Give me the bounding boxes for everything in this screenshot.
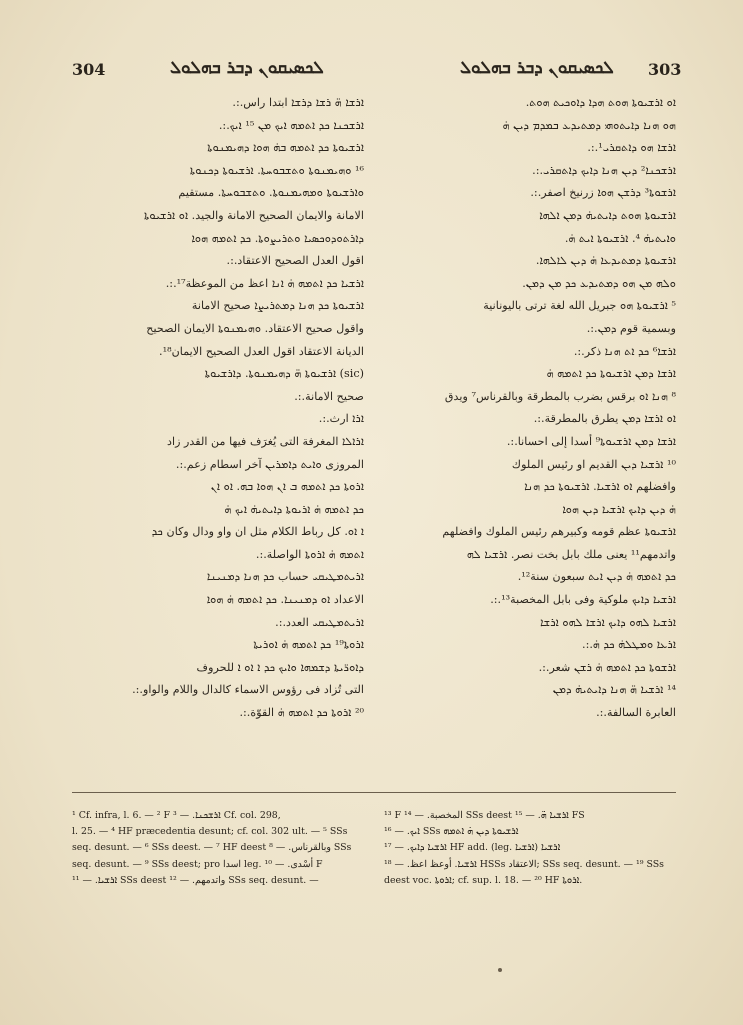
text-line: صحيح الامانة.:. [294,389,364,403]
left-footnotes [72,808,364,889]
text-line: ܘܐܝܬܝܗ̇ ⁴. ܐܪܫܝܘܬܐ ܐܝܬ ܗ̇. [564,231,676,245]
footnote-line: ¹³ F المخصبة. — ¹⁴ SSs deest ܐܪܫܝܐ ܗ̈. — ¹⁵ FS [384,810,585,821]
text-line: ⁵ ܐܪܫܝܘܬܐ ܗܘ جبريل الله لغة ترتى باليونانية [483,299,676,313]
footnote-line: l. 25. — ⁴ HF præcedentia desunt; cf. col. 302 ult. — ⁵ SSs [72,826,348,838]
text-line: ܘܐܪܫܝܘܬܐ ܘܡܗܝܡܢܘܬܐ. ܘܬܫܒܘܚܬܐ. مستقيم [178,186,364,200]
text-line: ܐܪܫܐ⁶ ܟܕ ܐܬ ܗܢܐ ذكر.:. [573,344,676,358]
text-line: التى تُزاد فى رؤوس الاسماء كالدال واللام والواو.:. [132,683,364,697]
text-line: العابرة السالفة.:. [596,706,676,720]
text-line: ¹⁶ ܘܗܝܡܢܘܬܐ ܘܬܫܒܘܚܬܐ. ܐܪܫܝܘܬܐ ܕܟܢܘܬܐ [189,163,364,177]
text-line: ²⁰ ܐܪܘܬܐ ܟܕ ܐܬܡܗ ܗ̇ القوّة.:. [239,706,364,720]
left-running-title: ܠܟܣܝܩܘܢ ܕܒܪ ܒܗܠܘܠ [170,58,324,78]
text-line: ⁸ ܗܢܐ ܐܘ برقس بضرب بالمطرقة وبالقرناس⁷ ويدق [444,389,676,403]
text-line: ܐܪܫܝܘܬܐ ܗܘܬ ܕܐܝܬܝܗ̇ ܕܡܢ ܐܠܗܐ [539,208,676,222]
text-line: الديانة الاعتقاد اقول العدل الصحيح الايمان¹⁸. [159,344,364,358]
footnote-line: seq. desunt. — ⁶ SSs deest. — ⁷ HF deest وبالقرناس. — ⁸ SSs [72,842,352,854]
text-line: ܗܘ ܗܢܐ ܕܐܝܬܘܗܝ ܕܡܬܝܕܥ ܒܡܕܡ ܕܝܢ ܗ̇ [502,118,676,132]
text-line: (sic) ܐܪܫܝܘܬܐ ܗ̈ ܕܗܝܡܢܘܬܐ. ܕܐܪܫܝܘܬܐ [204,367,364,381]
right-running-title: ܠܟܣܝܩܘܢ ܕܒܪ ܒܗܠܘܠ [460,58,614,78]
text-line: ܕܐܘܪ̈ܝܬܐ ܕܫܡܗܐ ܘܐܝܟ ܟܕ ܐ ܐܘ ܐ للحروف [196,660,364,674]
text-line: وافضلهم ܐܘ ܐܪܫܝܐ. ܐܪܫܝܘܬܐ ܟܕ ܗܢܐ [524,480,676,494]
right-page-number: 303 [648,60,682,79]
right-footnotes [384,808,676,889]
text-line: ܘܠܗ ܡܢ ܗܘ ܕܡܬܝܕܥ ܟܕ ܡܢ ܕܡܢ. [522,276,676,290]
footnote-rule [72,792,676,793]
text-line: ܐܪܫܝܘܬܐ ܕܡܬܝܕܥܐ ܗ̇ ܕܝܢ ܠܐܠܗܐ. [535,254,676,268]
paper-speck [498,968,502,972]
text-line: ܐܪܫܐ ܗܘ ܕܐܬܩܪܝ¹.:. [587,141,676,155]
text-line: ܐܪܫܝܐ ܠܗܘ ܕܐܝܟ ܐܪܫܐ ܠܗܘ ܐܪܫܐ [540,615,676,629]
text-line: ܟܕ ܐܬܡܗ ܗ̇ ܕܝܢ ܐܝܬ سبعون سنة¹². [517,570,676,584]
text-line: ܐܪܫܐ ܗ̈ ܪܫܐ ܕܪܫܐ ابتدا راس.:. [232,96,364,109]
text-line: الامانة والايمان الصحيح الامانة والجيد. ܐܘ ܐܪܫܝܘܬܐ [144,208,364,222]
footnote-line: ܐܪܫܝܐ. أوعظ اعظ. — ¹⁸ HSSs الاعتقاد; SSs seq. desunt. — ¹⁹ SSs [384,858,664,870]
left-text-column [72,92,364,725]
text-line: ܐܪܥܐ ܘܡܛܠܗ̇ ܟܕ ܗ̇.:. [582,638,676,652]
text-line: ܐܪܫܘܬܐ³ ܕܪܫܢ ܗܘܐ زرنيخ اصفر.:. [530,186,676,200]
right-text-column [384,92,676,725]
text-line: ܐܪܘܬܐ¹⁹ ܟܕ ܐܬܡܗ ܗ̇ ܐܘܪܝܬܐ [253,638,364,652]
text-line: ¹⁴ ܐܪܫܝܐ ܗ̈ ܗܢܐ ܕܐܝܬܝܗ̇ ܕܡܢ [552,683,676,697]
text-line: ܐܘ ܐܪܫܝܘܬܐ ܗܘܬ ܗܕܐ ܕܐܘܟܝܬ ܗܘܬ. [525,96,676,109]
text-line: ܐܪܫܐ ܕܡܢ ܐܪܫܝܘܬܐ ܟܕ ܐܬܡܗ ܗ̇ [546,367,676,381]
text-line: ¹⁰ ܐܪܫܝܐ ܕܝܢ القديم او رئيس الملوك [511,457,676,471]
text-line: الاعداد ܐܘ ܕܡܢܝܢܐ. ܟܕ ܐܬܡܗ ܗ̇ ܗܘܐ [206,593,364,607]
footnote-line: ܐܪܫܝܐ. — ¹¹ SSs deest واتدمهم. — ¹² SSs seq. desunt. — [72,874,319,886]
text-line: ܐܪܫܟܢܐ² ܕܝܢ ܗܢܐ ܕܐܝܟ ܕܐܬܩܪܝ.:. [532,163,676,177]
text-line: اقول العدل الصحيح الاعتقاد.:. [226,254,364,268]
left-page-number: 304 [72,60,106,79]
text-line: ܕܐܪܬܘܕܘܟܣܝܐ ܘܬܪܝܨܘܬܐ. ܟܕ ܐܬܡܗ ܗܘܐ [191,231,364,245]
text-line: ܐܪܫܘܬܐ ܟܕ ܐܬܡܗ ܗ̇ ܪܫܢ شعر.:. [538,660,676,674]
text-line: ܐܪܫܟܢܐ ܟܕ ܐܬܡܗ ܐܝܟ ܡܢ ¹⁵ ܐܝܟ.:. [218,118,364,132]
footnote-line: ܐܝܟ. — ¹⁶ SSs ܐܪܫܝܘܬܐ ܕܝܢ ܗ̇ ܐܬܡܗ [384,826,519,838]
text-line: المروزى ܘܐܝܬ ܕܐܡܪܝܢ آخر اسطام زعم.:. [175,457,364,471]
footnote-line: deest voc. ܐܪܘܬܐ; cf. sup. l. 18. — ²⁰ HF ܐܪܘܬܐ. [384,874,583,886]
text-line: ܐܬܡܗ ܗ̇ ܐܪܘܬܐ الواصلة.:. [255,547,364,561]
text-line: ܐܪܝܬܡܛܝܩܝ حساب ܟܕ ܗܢܐ ܕܡܢܝܢܐ [206,570,364,584]
text-line: ܐܪܫܝܐ ܟܕ ܐܬܡܗ ܗ̇ ܐܢܐ اعظ من الموعظة¹⁷.:. [165,276,364,290]
text-line: ܐܪܫܝܘܬܐ ܟܕ ܐܬܡܗ ܒܗ̇ ܗܘܐ ܕܗܝܡܢܘܬܐ [207,141,364,155]
text-line: ܐܪܘܬܐ ܟܕ ܐܬܡܗ ܒ ܐܢ ܗܘܐ ܒܗ. ܐܘ ܐܢ [210,480,364,494]
footnote-line: ¹ Cf. infra, l. 6. — ² F ܐܪܫܟܢܐ. — ³ Cf. col. 298, [72,810,281,821]
text-line: ܐܪܝܬܡܛܝܩܝ العدد.:. [275,615,364,629]
text-line: ܐܪܫܝܘܬܐ عظم قومه وكبيرهم رئيس الملوك وافضلهم [442,525,676,539]
text-line: واقول صحيح الاعتقاد. ܘܗܝܡܢܘܬܐ الايمان الصحيح [146,321,364,335]
text-line: ܐܪܫܝܘܬܐ ܟܕ ܗܢܐ ܕܡܬܪܝܨܐ صحيح الامانة [191,299,364,313]
text-line: ܗ̇ ܕܝܢ ܕܐܝܟ ܐܪܫܝܐ ܕܝܢ ܗܘܐ [562,502,676,516]
text-line: ܐܪܫܝܐ ܕܐܝܟ ملوكية وفى بابل المخصبة¹³.:. [490,593,676,607]
footnote-line: ܐܪܫܝܐ ܕܐܝܟ. — ¹⁷ HF add. (leg. ܐܪܫܝܐ) ܐܪܫܝܐ [384,842,561,854]
text-line: ܐܪܐܠܐ المغرفة التى يُغرَف فيها من القدر زاد [166,434,364,448]
text-line: ܐܪܫܐ ܕܡܢ ܐܪܫܝܘܬܐ⁹ أسدا إلى احسانا.:. [506,434,676,448]
text-line: ܐܘ ܐܪܫܐ ܕܡܢ يطرق بالمطرقة.:. [533,412,676,426]
footnote-line: seq. desunt. — ⁹ SSs deest; pro اسدا leg. أسْدى. — ¹⁰ F [72,858,323,870]
text-line: ܐܪܐ ارث.:. [318,412,364,426]
text-line: ܟܕ ܐܬܡܗ ܗ̇ ܐܪܝܘܬܐ ܕܐܝܬܝܗ̇ ܐܝܟ ܗ̇ [224,502,364,516]
text-line: وبسمية قوم ܕܡܢ.:. [586,321,676,335]
text-line: ܐ ܐܘ. كل رباط الكلام مثل ان واو ودال وكان ܟܕ [151,525,364,539]
text-line: واتدمهم¹¹ يعنى ملك بابل بخت نصر. ܐܪܫܝܐ ܠܗ [466,547,676,561]
